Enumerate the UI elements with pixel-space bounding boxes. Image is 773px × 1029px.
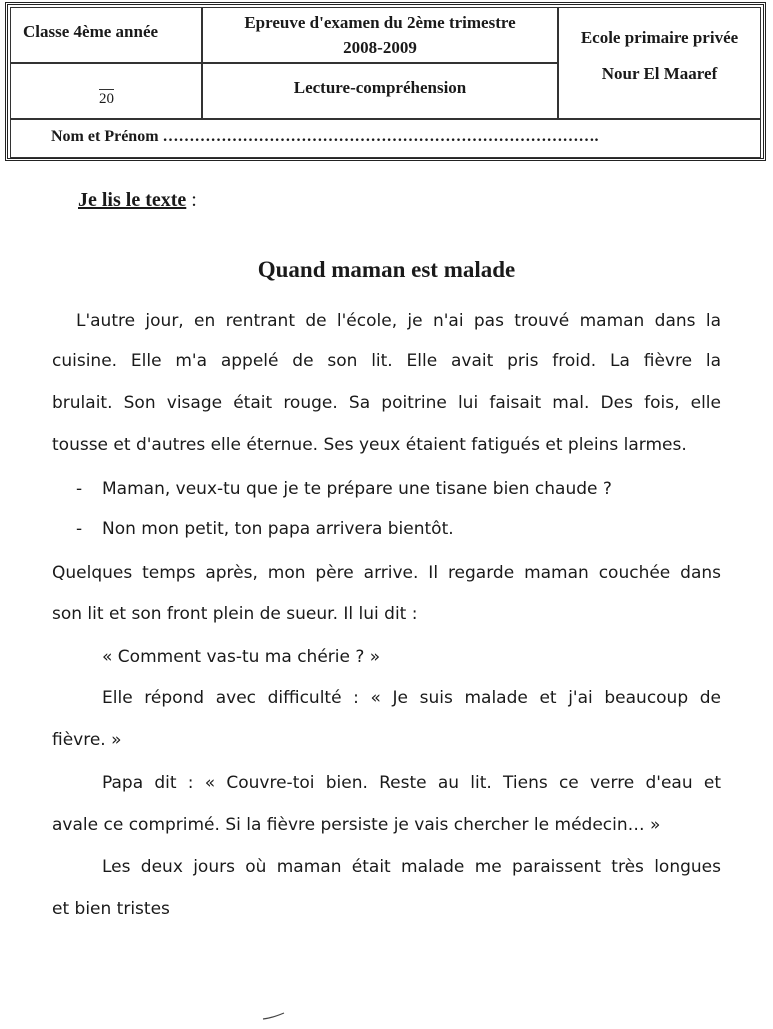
- story-title: Quand maman est malade: [257, 257, 516, 282]
- text-line: brulait. Son visage était rouge. Sa poitrine lui faisait mal. Des fois, elle: [52, 393, 721, 413]
- exam-cell: [202, 7, 558, 63]
- exam-title: Epreuve d'examen du 2ème trimestre: [244, 13, 516, 32]
- section-label: Je lis le texte: [78, 189, 187, 211]
- text-line: son lit et son front plein de sueur. Il lui dit :: [52, 604, 418, 624]
- text-line: tousse et d'autres elle éternue. Ses yeux étaient fatigués et pleins larmes.: [52, 435, 687, 455]
- text-line: fièvre. »: [52, 730, 122, 750]
- text-line: L'autre jour, en rentrant de l'école, je n'ai pas trouvé maman dans la: [76, 311, 721, 331]
- exam-year: 2008-2009: [343, 38, 417, 57]
- pen-mark: [262, 1012, 286, 1020]
- school-name: Nour El Maaref: [601, 64, 718, 83]
- subject-label: Lecture-compréhension: [293, 78, 467, 97]
- dialogue-line: Maman, veux-tu que je te prépare une tisane bien chaude ?: [102, 479, 612, 499]
- text-line: Papa dit : « Couvre-toi bien. Reste au lit. Tiens ce verre d'eau et: [102, 773, 721, 793]
- text-line: et bien tristes: [52, 899, 170, 919]
- class-label: Classe 4ème année: [23, 22, 159, 41]
- text-line: Les deux jours où maman était malade me paraissent très longues: [102, 857, 721, 877]
- class-cell: [10, 7, 202, 63]
- text-line: Quelques temps après, mon père arrive. Il regarde maman couchée dans: [52, 563, 721, 583]
- section-heading: [78, 189, 197, 212]
- text-line: avale ce comprimé. Si la fièvre persiste je vais chercher le médecin… »: [52, 815, 661, 835]
- dialogue-line: Non mon petit, ton papa arrivera bientôt.: [102, 519, 454, 539]
- name-field-label: Nom et Prénom ……………………………………………………………………….: [51, 128, 599, 145]
- score-denominator: 20: [99, 91, 114, 107]
- quote-line: « Comment vas-tu ma chérie ? »: [102, 647, 381, 667]
- subject-cell: [202, 63, 558, 119]
- name-cell: [10, 119, 761, 158]
- text-line: cuisine. Elle m'a appelé de son lit. Elle avait pris froid. La fièvre la: [52, 351, 721, 371]
- text-line: Elle répond avec difficulté : « Je suis malade et j'ai beaucoup de: [102, 688, 721, 708]
- exam-header-table: [5, 2, 766, 161]
- school-cell: [558, 7, 761, 119]
- section-suffix: :: [186, 189, 197, 211]
- score-cell: [10, 63, 202, 119]
- school-type: Ecole primaire privée: [580, 28, 739, 47]
- dialogue-dash: -: [76, 479, 83, 499]
- dialogue-dash: -: [76, 519, 83, 539]
